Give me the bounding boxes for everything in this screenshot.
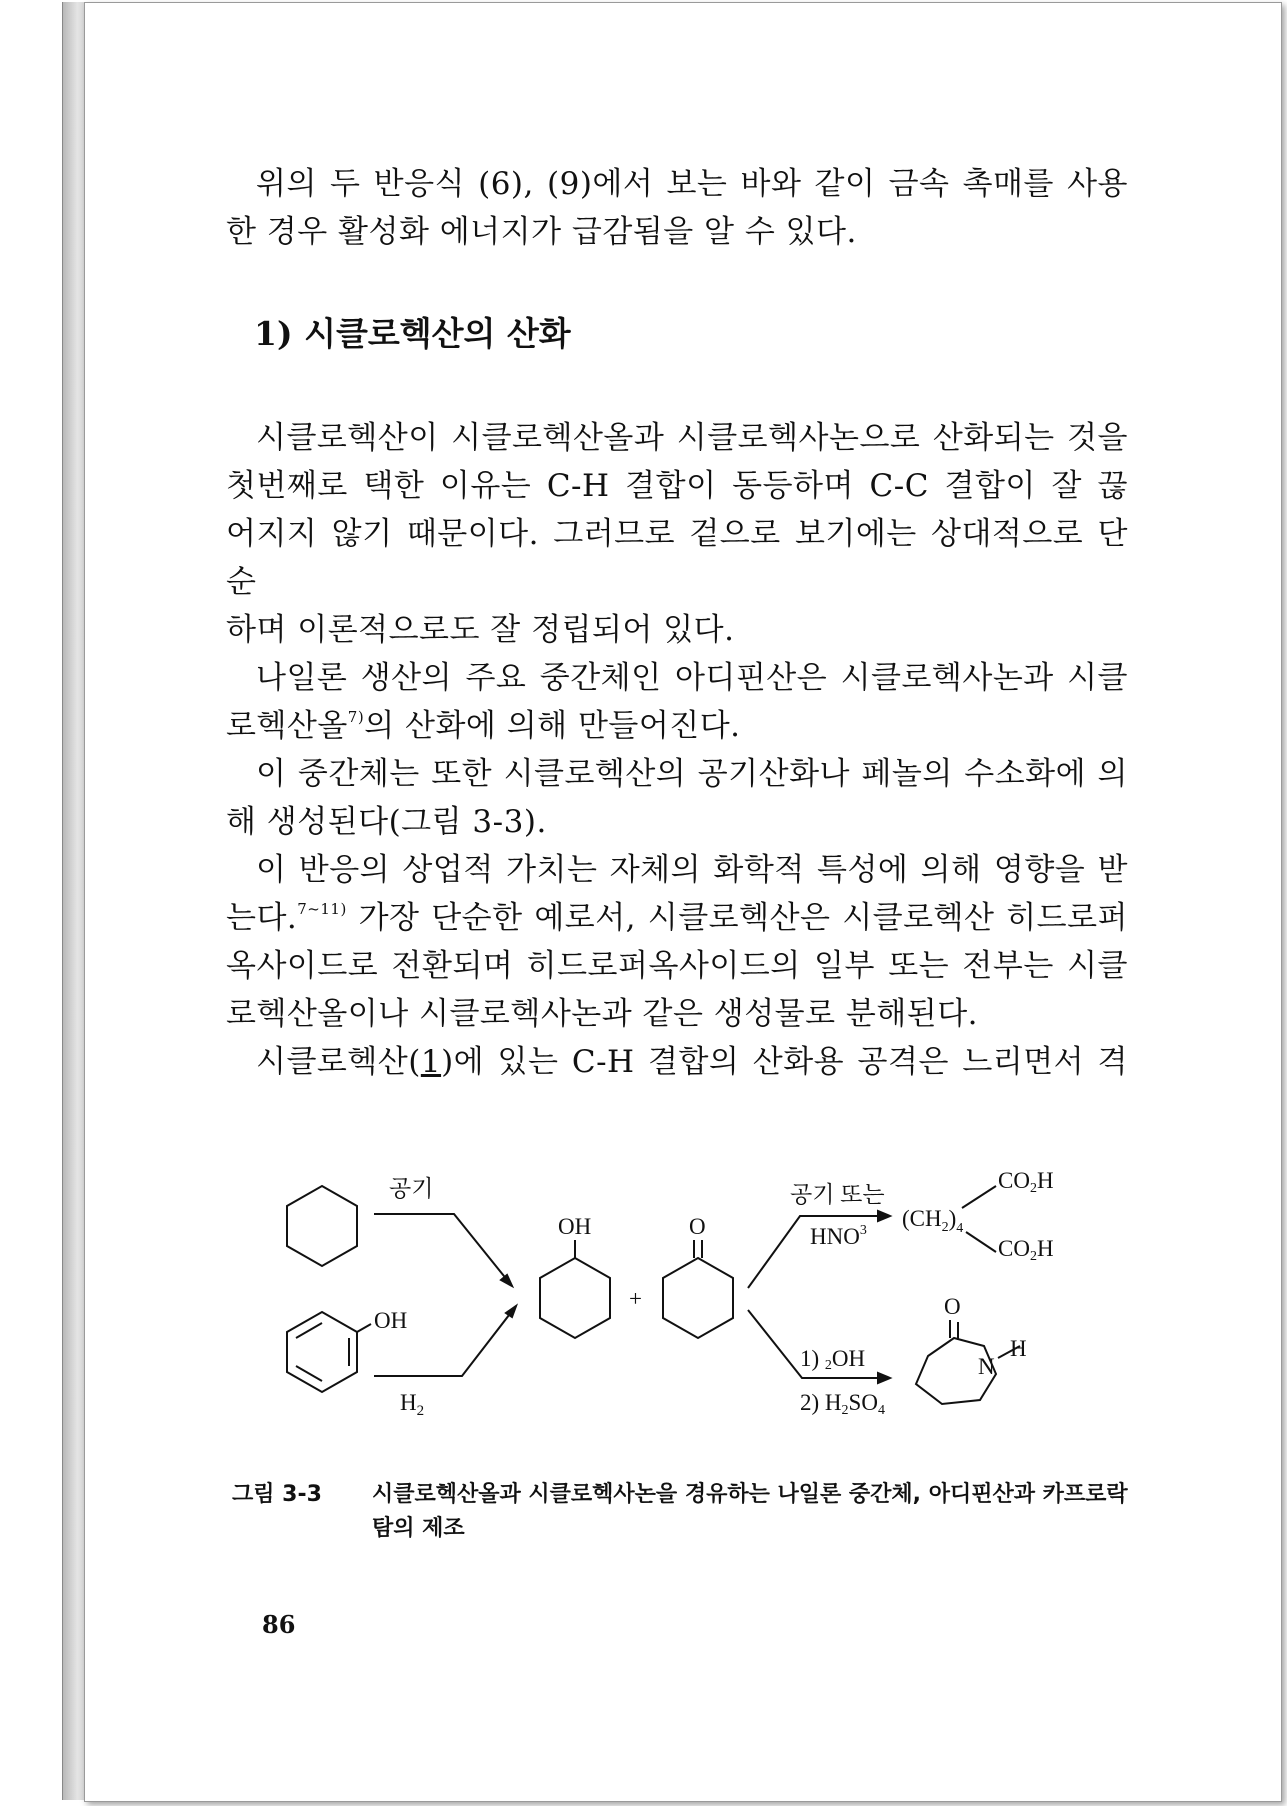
section-heading: 1) 시클로헥산의 산화: [254, 314, 571, 353]
paragraph-line: 하며 이론적으로도 잘 정립되어 있다.: [226, 612, 735, 648]
paragraph-line: 어지지 않기 때문이다. 그러므로 겉으로 보기에는 상대적으로 단순: [226, 516, 1128, 600]
label-co2h-top: CO2H: [998, 1168, 1054, 1196]
paragraph-line: 나일론 생산의 주요 중간체인 아디핀산은 시클로헥사논과 시클: [256, 660, 1128, 696]
paragraph-line: 첫번째로 택한 이유는 C-H 결합이 동등하며 C-C 결합이 잘 끊: [226, 468, 1128, 504]
text-run: 시클로헥산(: [256, 1044, 421, 1080]
caption-text: 시클로헥산올과 시클로헥사논을 경유하는 나일론 중간체, 아디핀산과 카프로락탐의 제조: [372, 1482, 1128, 1541]
air-oxidation-arrow: [374, 1214, 512, 1286]
label-plus: +: [629, 1286, 642, 1311]
label-h2: $H_2$: [400, 1390, 425, 1419]
paragraph-line: 옥사이드로 전환되며 히드로퍼옥사이드의 일부 또는 전부는 시클: [226, 948, 1128, 984]
citation-superscript: 7~11): [297, 900, 347, 918]
paragraph-line: 시클로헥산이 시클로헥산올과 시클로헥사논으로 산화되는 것을: [256, 420, 1128, 456]
cyclohexane-structure: [287, 1186, 357, 1266]
text-run: 는다.: [226, 900, 298, 936]
reaction-scheme-figure: [282, 1160, 1082, 1440]
label-hno3: HNO$^3$: [810, 1223, 867, 1249]
text-run: 로헥산올: [226, 708, 348, 744]
cyclohexanol-structure: [540, 1240, 610, 1338]
label-co2h-bottom: CO2H: [998, 1236, 1054, 1264]
label-ketone-o: O: [689, 1214, 706, 1239]
paragraph-line: 한 경우 활성화 에너지가 급감됨을 알 수 있다.: [226, 214, 857, 250]
label-air-or: 공기 또는: [790, 1182, 885, 1207]
paragraph-line: 해 생성된다(그림 3-3).: [226, 804, 547, 840]
label-step2: 2) H2SO4: [800, 1390, 885, 1418]
citation-superscript: 7): [347, 708, 365, 726]
paragraph-line: 로헥산올이나 시클로헥사논과 같은 생성물로 분해된다.: [226, 996, 979, 1032]
page-number: 86: [262, 1610, 296, 1639]
caprolactam-structure: [916, 1320, 1020, 1404]
body-text: [226, 160, 1128, 1086]
cyclohexanone-structure: [663, 1240, 733, 1338]
text-run: )에 있는 C-H 결합의 산화용 공격은 느리면서 격: [441, 1044, 1128, 1080]
label-n: N: [978, 1354, 995, 1379]
text-run: 의 산화에 의해 만들어진다.: [364, 708, 741, 744]
label-step1: 1) 2OH: [800, 1346, 866, 1373]
label-cyclohexanol-oh: OH: [558, 1214, 592, 1239]
label-lactam-o: O: [944, 1294, 961, 1319]
label-air: 공기: [389, 1176, 434, 1201]
paragraph-line: [226, 894, 1128, 942]
paragraph-line: [226, 1038, 1128, 1086]
caption-number: 그림 3-3: [232, 1482, 322, 1507]
compound-number: 1: [420, 1044, 442, 1080]
paragraph-line: 이 중간체는 또한 시클로헥산의 공기산화나 페놀의 수소화에 의: [256, 756, 1128, 792]
paragraph-line: 위의 두 반응식 (6), (9)에서 보는 바와 같이 금속 촉매를 사용: [256, 166, 1128, 202]
paragraph-line: [226, 702, 1128, 750]
text-run: 가장 단순한 예로서, 시클로헥산은 시클로헥산 히드로퍼: [346, 900, 1128, 936]
label-phenol-oh: OH: [374, 1308, 408, 1333]
label-lactam-h: H: [1010, 1336, 1027, 1361]
paragraph-line: 이 반응의 상업적 가치는 자체의 화학적 특성에 의해 영향을 받: [256, 852, 1128, 888]
phenol-structure: [287, 1312, 371, 1392]
label-ch2-4: $(CH_2)_4$: [902, 1206, 964, 1236]
